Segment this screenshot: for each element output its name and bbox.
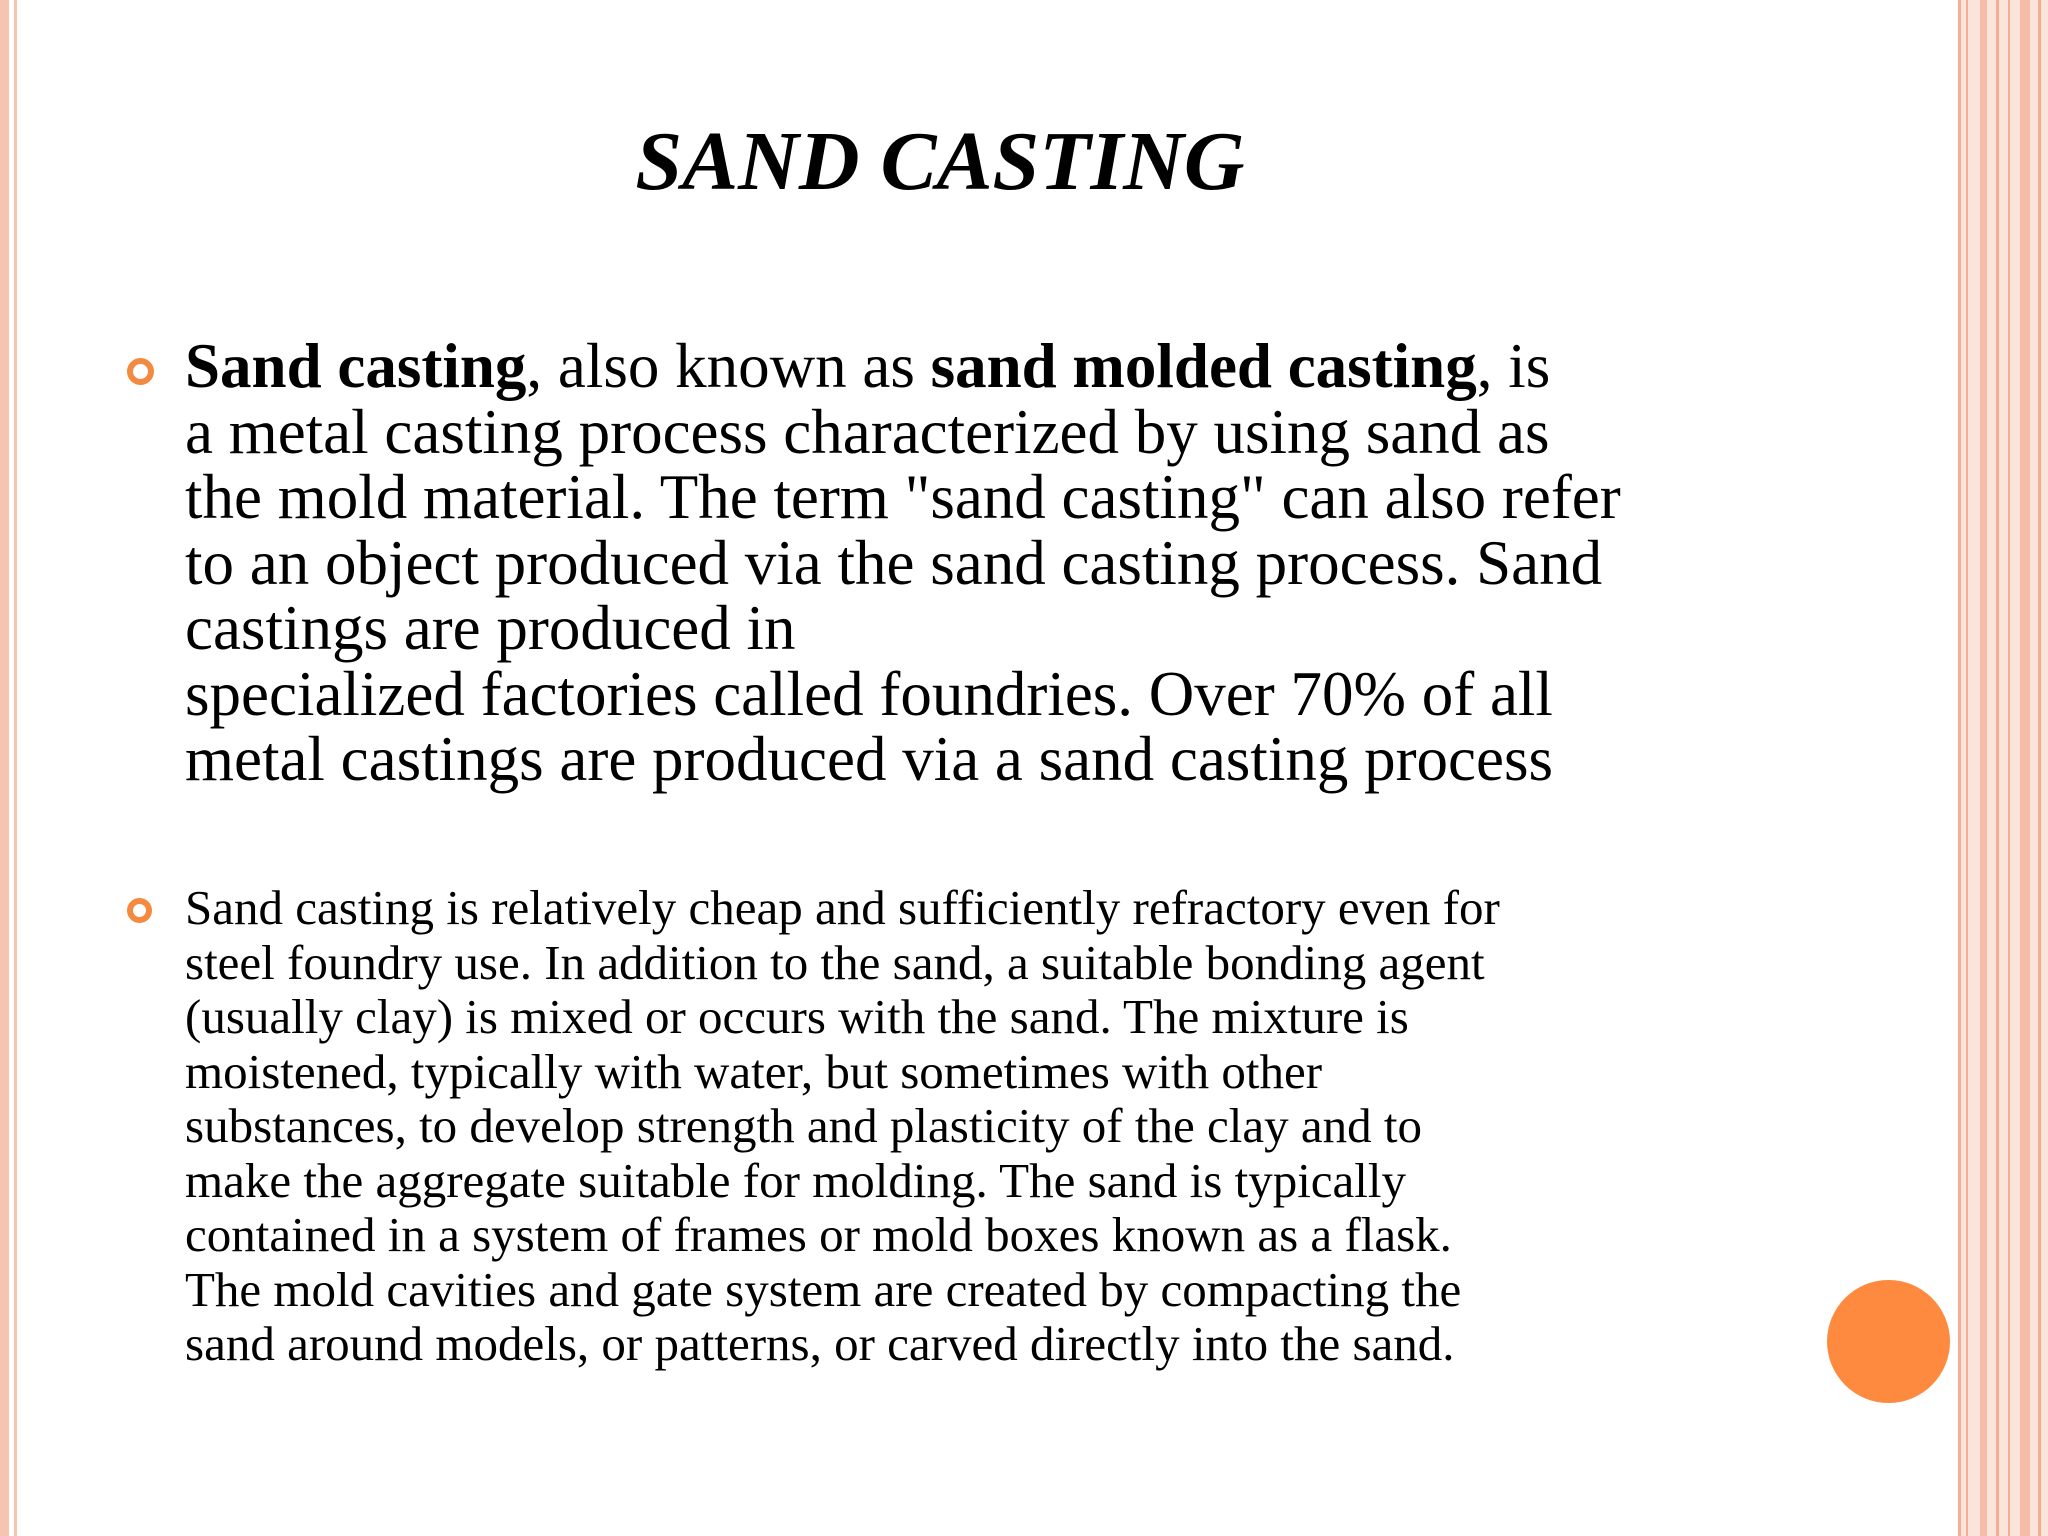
bullet-line: to an object produced via the sand casting process. Sand — [185, 527, 1603, 598]
bullet-line: castings are produced in — [185, 593, 796, 663]
bullet-line: metal castings are produced via a sand casting process — [185, 724, 1554, 794]
left-border-stripe — [0, 0, 9, 1536]
right-band-line — [1966, 0, 1968, 1536]
bold-term: Sand casting — [185, 331, 527, 401]
bullet-line: a metal casting process characterized by using sand as — [185, 396, 1550, 467]
bullet-line: sand around models, or patterns, or carved directly into the sand. — [185, 1316, 1455, 1371]
bold-term: sand molded casting — [930, 331, 1477, 401]
circle-bullet-icon — [127, 358, 154, 385]
bullet-line: Sand casting is relatively cheap and sufficiently refractory even for — [185, 880, 1500, 935]
text-segment: , also known as — [526, 331, 931, 401]
bullet-line: The mold cavities and gate system are created by compacting the — [185, 1261, 1462, 1317]
bullet-item-definition — [185, 331, 1795, 794]
slide-title: SAND CASTING — [635, 115, 1245, 208]
right-band-line — [2008, 0, 2010, 1536]
bullet-line: moistened, typically with water, but sometimes with other — [185, 1043, 1323, 1099]
bullet-line: specialized factories called foundries. Over 70% of all — [185, 658, 1553, 729]
bullet-line: contained in a system of frames or mold boxes known as a flask. — [185, 1207, 1452, 1262]
circle-bullet-icon — [127, 898, 152, 923]
bullet-line: (usually clay) is mixed or occurs with the sand. The mixture is — [185, 989, 1409, 1044]
orange-circle-decoration — [1827, 1280, 1950, 1403]
left-border-line — [14, 0, 17, 1536]
right-band-line — [2020, 0, 2030, 1536]
right-band-line — [2038, 0, 2041, 1536]
bullet-item-description — [185, 881, 1795, 1372]
right-band-line — [1980, 0, 1987, 1536]
bullet-line: substances, to develop strength and plasticity of the clay and to — [185, 1098, 1422, 1153]
bullet-line: the mold material. The term "sand casting" can also refer — [185, 462, 1621, 532]
right-band-line — [1996, 0, 1999, 1536]
bullet-line: steel foundry use. In addition to the sand, a suitable bonding agent — [185, 934, 1485, 990]
bullet-line: make the aggregate suitable for molding. The sand is typically — [185, 1152, 1407, 1208]
right-band-line — [1958, 0, 1961, 1536]
text-segment: , is — [1476, 331, 1551, 401]
right-decorative-band — [1958, 0, 2048, 1536]
bullet-line — [185, 331, 1795, 401]
